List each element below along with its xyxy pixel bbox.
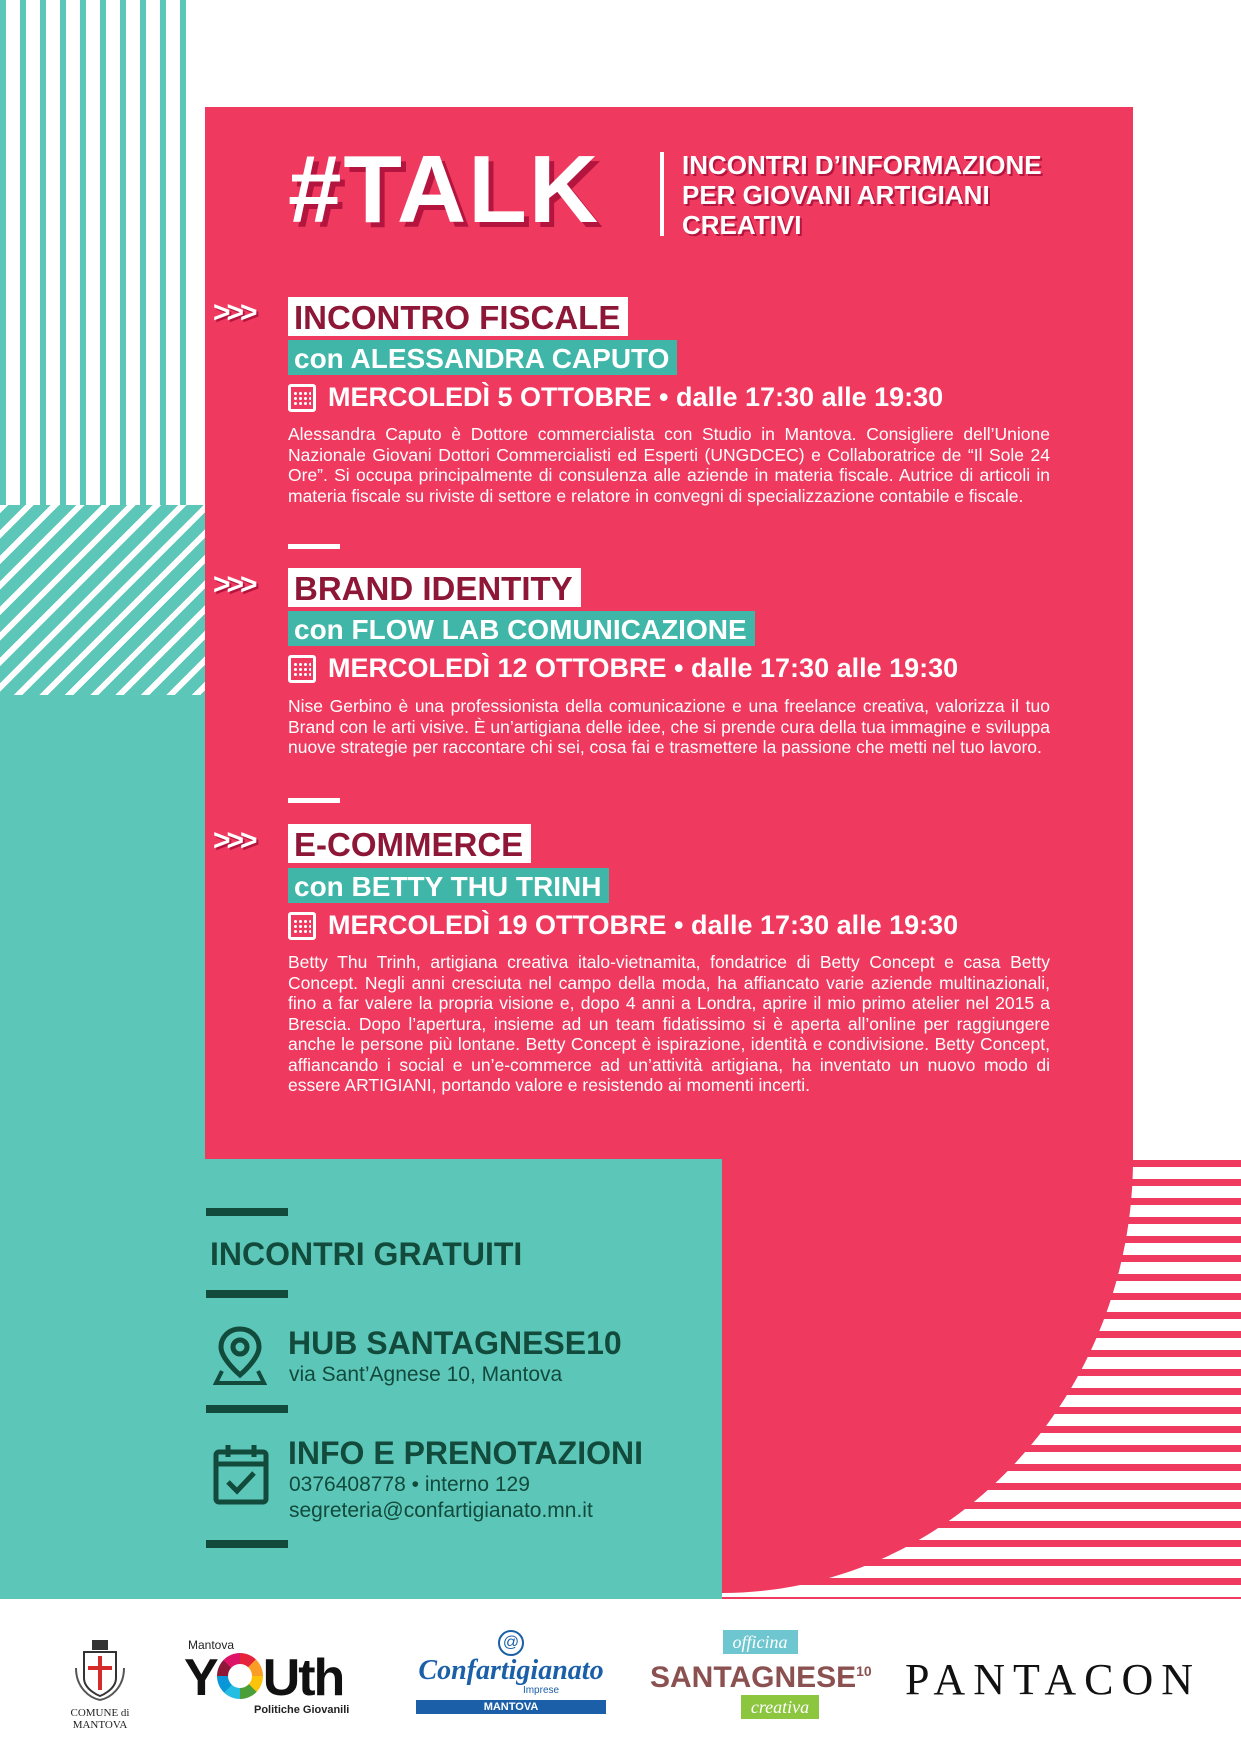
booking-title: INFO E PRENOTAZIONI xyxy=(288,1435,643,1471)
mantova-label: MANTOVA xyxy=(72,1719,128,1731)
youth-rest: Uth xyxy=(262,1649,344,1707)
event-title: INCONTRO FISCALE xyxy=(288,297,628,336)
event-date-text: MERCOLEDÌ 19 OTTOBRE • dalle 17:30 alle 19:30 xyxy=(328,910,959,940)
calendar-icon xyxy=(288,384,316,412)
info-divider xyxy=(206,1540,288,1548)
event-description: Nise Gerbino è una professionista della comunicazione e una freelance creativa, valorizza il tuo Brand con le arti visive. È un’artigiana delle idee, che si prende cura della tua immagine e sviluppa nuove strategie per raccontare chi sei, cosa fai e trasmettere la passione che metti nel tuo lavoro. xyxy=(288,696,1050,757)
arrows-icon: >>> xyxy=(213,296,254,329)
confartigianato-logo xyxy=(416,1630,606,1720)
section-divider xyxy=(288,798,340,803)
santagnese-number: 10 xyxy=(856,1663,872,1679)
youth-top-label: Mantova xyxy=(188,1638,235,1652)
youth-ring-icon xyxy=(217,1653,263,1699)
free-events-label: INCONTRI GRATUITI xyxy=(210,1236,523,1272)
creativa-label: creativa xyxy=(741,1695,819,1719)
event-date xyxy=(288,910,958,941)
event-date xyxy=(288,653,958,684)
arrows-icon: >>> xyxy=(213,824,254,857)
confartigianato-sub: Imprese xyxy=(522,1685,560,1696)
diagonal-stripes-decoration xyxy=(0,505,206,695)
vertical-stripes-decoration xyxy=(0,0,196,505)
at-icon: @ xyxy=(498,1630,524,1656)
subtitle-line: INCONTRI D’INFORMAZIONE xyxy=(682,150,1042,180)
calendar-icon xyxy=(288,912,316,940)
info-divider xyxy=(206,1405,288,1413)
crest-icon xyxy=(70,1638,130,1702)
confartigianato-name: Confartigianato xyxy=(418,1655,604,1686)
info-divider xyxy=(206,1208,288,1216)
event-speaker: con BETTY THU TRINH xyxy=(288,868,609,903)
event-title: E-COMMERCE xyxy=(288,824,531,863)
confartigianato-city: MANTOVA xyxy=(416,1700,606,1714)
calendar-check-icon xyxy=(212,1442,270,1506)
venue-name: HUB SANTAGNESE10 xyxy=(288,1325,622,1361)
youth-y: Y xyxy=(184,1649,217,1707)
info-divider xyxy=(206,1290,288,1298)
subtitle-line: CREATIVI xyxy=(682,210,802,240)
event-description: Betty Thu Trinh, artigiana creativa italo-vietnamita, fondatrice di Betty Concept e casa Betty Concept. Negli anni cresciuta nel campo della moda, ha affiancato varie aziende multinazionali, fino a far valere la propria visione e, dopo 4 anni a Londra, aprire il mio primo atelier nel 2015 a Brescia. Dopo l’apertura, insieme ad un team fidatissimo si è aperta all’online per raggiungere anche le persone più lontane. Betty Concept è ispirazione, identità e condivisione. Betty Concept, affiancando i social e un’e-commerce ad un’attività artigiana, ha inventato un nuovo modo di essere ARTIGIANI, portando valore e resistendo ai momenti incerti. xyxy=(288,952,1050,1095)
event-title: BRAND IDENTITY xyxy=(288,568,581,607)
comune-label: COMUNE di xyxy=(70,1707,130,1719)
header-divider xyxy=(660,152,664,236)
arrows-icon: >>> xyxy=(213,568,254,601)
venue-address: via Sant’Agnese 10, Mantova xyxy=(289,1363,563,1386)
calendar-icon xyxy=(288,655,316,683)
event-speaker: con ALESSANDRA CAPUTO xyxy=(288,340,677,375)
booking-email[interactable]: segreteria@confartigianato.mn.it xyxy=(289,1499,593,1522)
officina-label: officina xyxy=(723,1630,798,1654)
santagnese-name: SANTAGNESE xyxy=(650,1661,857,1694)
event-speaker: con FLOW LAB COMUNICAZIONE xyxy=(288,611,755,646)
subtitle-line: PER GIOVANI ARTIGIANI xyxy=(682,180,990,210)
event-date-text: MERCOLEDÌ 5 OTTOBRE • dalle 17:30 alle 19:30 xyxy=(328,382,944,412)
location-pin-icon xyxy=(212,1325,268,1387)
youth-sub-label: Politiche Giovanili xyxy=(254,1704,350,1716)
event-description: Alessandra Caputo è Dottore commercialista con Studio in Mantova. Consigliere dell’Unione Nazionale Giovani Dottori Commercialisti ed Esperti (UNGDCEC) e Collaboratrice de “Il Sole 24 Ore”. Si occupa principalmente di consulenza alle aziende in materia fiscale. Autrice di articoli in materia fiscale su riviste di settore e relatore in convegni di specializzazione contabile e fiscale. xyxy=(288,424,1050,506)
officina-santagnese-logo xyxy=(650,1630,870,1726)
pantacon-logo: PANTACON xyxy=(905,1655,1202,1704)
event-date-text: MERCOLEDÌ 12 OTTOBRE • dalle 17:30 alle 19:30 xyxy=(328,653,959,683)
event-date xyxy=(288,382,943,413)
header-subtitle xyxy=(682,150,1042,240)
youth-logo xyxy=(184,1638,374,1728)
comune-mantova-logo xyxy=(60,1638,140,1738)
talk-hashtag-title: #TALK xyxy=(288,136,601,243)
section-divider xyxy=(288,544,340,549)
booking-phone: 0376408778 • interno 129 xyxy=(289,1473,530,1496)
